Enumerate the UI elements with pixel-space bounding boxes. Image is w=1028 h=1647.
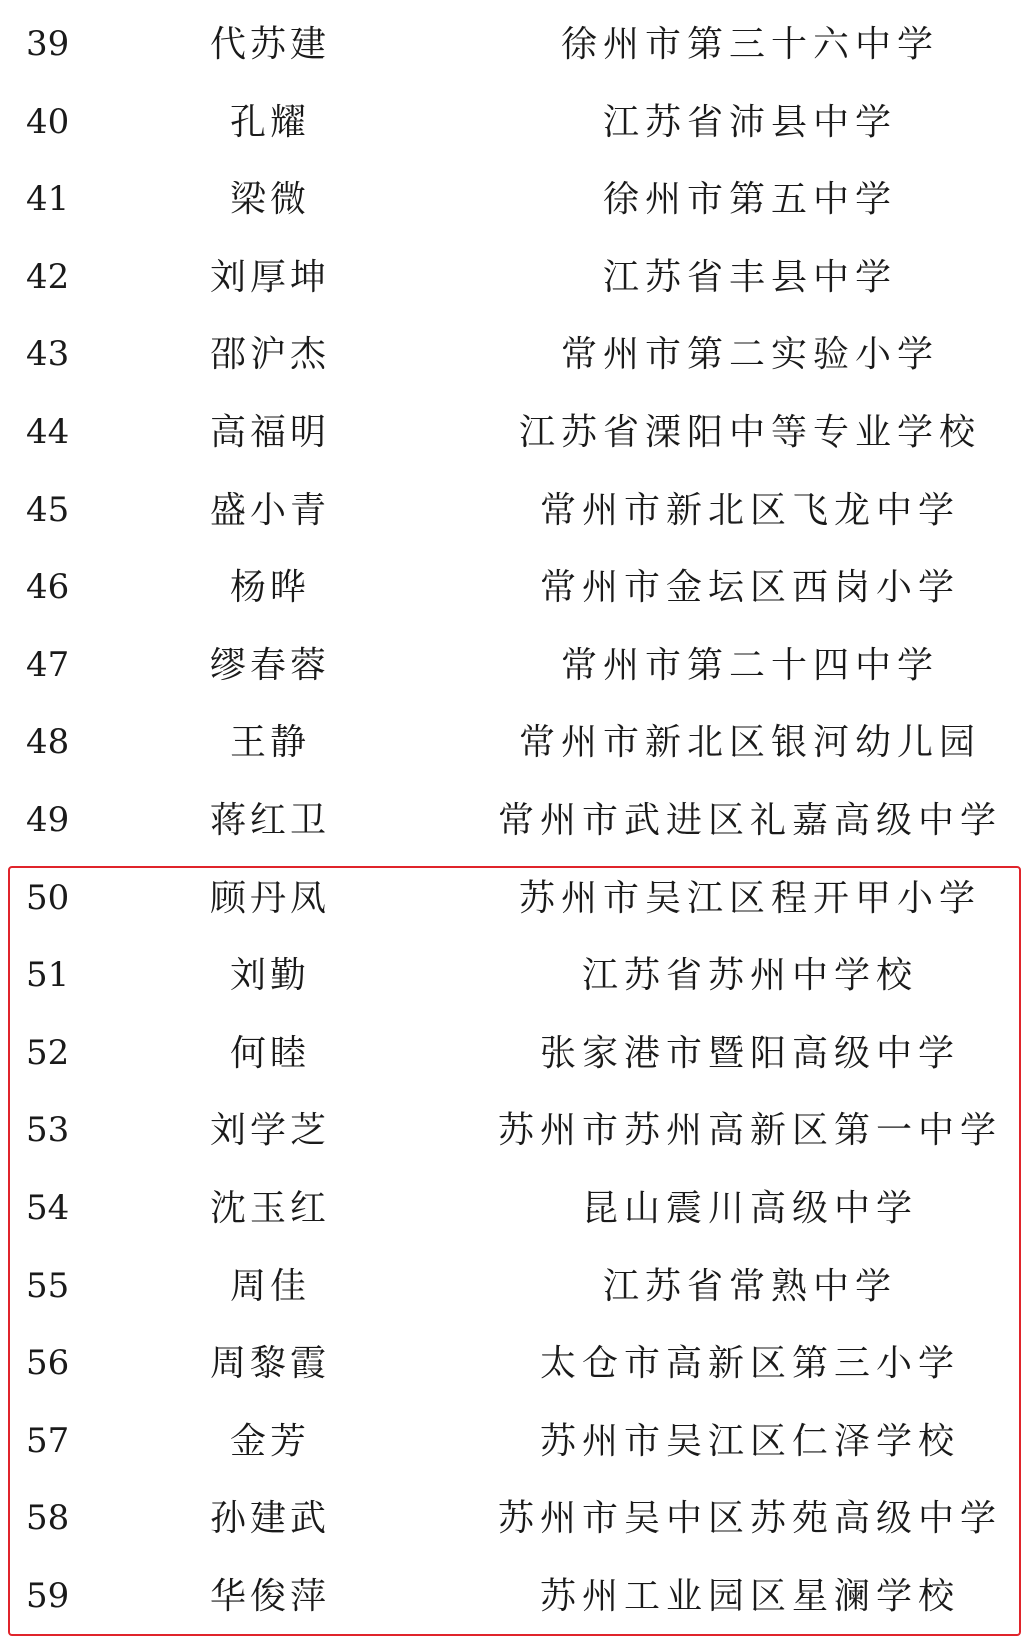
school-name: 苏州市苏州高新区第一中学: [497, 1110, 1002, 1152]
school-name: 常州市第二实验小学: [560, 334, 939, 376]
school-name: 江苏省常熟中学: [602, 1265, 897, 1307]
row-number: 50: [26, 877, 70, 918]
person-name: 周黎霞: [209, 1343, 330, 1385]
row-number: 52: [26, 1032, 70, 1073]
table-row: [0, 161, 1028, 239]
person-name: 刘学芝: [209, 1110, 330, 1152]
person-name: 梁微: [229, 179, 310, 221]
row-number: 47: [26, 644, 70, 685]
table-row: [0, 84, 1028, 162]
row-number: 53: [26, 1110, 70, 1151]
person-name: 王静: [229, 722, 310, 764]
row-number: 42: [26, 256, 70, 297]
school-name: 苏州市吴江区仁泽学校: [539, 1420, 960, 1462]
row-number: 39: [26, 24, 70, 64]
table-row: [0, 549, 1028, 627]
school-name: 常州市第二十四中学: [560, 644, 939, 686]
table-row: [0, 782, 1028, 860]
school-name: 江苏省沛县中学: [602, 101, 897, 143]
row-number: 48: [26, 722, 70, 763]
row-number: 51: [26, 955, 70, 996]
table-row: [0, 860, 1028, 938]
row-number: 40: [26, 101, 70, 142]
table-row: [0, 704, 1028, 782]
person-name: 刘勤: [229, 955, 310, 997]
table-row: [0, 1403, 1028, 1481]
table-row: [0, 1015, 1028, 1093]
table-row: [0, 1325, 1028, 1403]
person-name: 孙建武: [209, 1498, 330, 1540]
person-name: 孔耀: [229, 101, 310, 143]
table-row: [0, 1092, 1028, 1170]
school-name: 江苏省苏州中学校: [581, 955, 918, 997]
school-name: 苏州市吴江区程开甲小学: [518, 877, 981, 919]
person-name: 何睦: [229, 1032, 310, 1074]
table-row: [0, 316, 1028, 394]
person-name: 邵沪杰: [209, 334, 330, 376]
row-number: 46: [26, 567, 70, 608]
school-name: 徐州市第三十六中学: [560, 24, 939, 65]
person-name: 周佳: [229, 1265, 310, 1307]
school-name: 常州市金坛区西岗小学: [539, 567, 960, 609]
table-row: [0, 472, 1028, 550]
row-number: 54: [26, 1187, 70, 1228]
row-number: 59: [26, 1575, 70, 1616]
row-number: 55: [26, 1265, 70, 1306]
school-name: 苏州工业园区星澜学校: [539, 1575, 960, 1617]
person-name: 盛小青: [209, 489, 330, 531]
table-row: [0, 1170, 1028, 1248]
school-name: 昆山震川高级中学: [581, 1187, 918, 1229]
row-number: 49: [26, 799, 70, 840]
school-name: 常州市武进区礼嘉高级中学: [497, 799, 1002, 841]
row-number: 41: [26, 179, 70, 220]
school-name: 常州市新北区银河幼儿园: [518, 722, 981, 764]
person-name: 蒋红卫: [209, 799, 330, 841]
table-row: [0, 627, 1028, 705]
person-name: 沈玉红: [209, 1187, 330, 1229]
school-name: 太仓市高新区第三小学: [539, 1343, 960, 1385]
table-row: [0, 239, 1028, 317]
school-name: 苏州市吴中区苏苑高级中学: [497, 1498, 1002, 1540]
school-name: 江苏省溧阳中等专业学校: [518, 411, 981, 453]
row-number: 58: [26, 1498, 70, 1539]
person-name: 华俊萍: [209, 1575, 330, 1617]
person-name: 金芳: [229, 1420, 310, 1462]
row-number: 56: [26, 1343, 70, 1384]
row-number: 44: [26, 411, 70, 452]
table-row: [0, 1248, 1028, 1326]
person-name: 刘厚坤: [209, 256, 330, 298]
row-number: 57: [26, 1420, 70, 1461]
person-name: 杨晔: [229, 567, 310, 609]
row-number: 43: [26, 334, 70, 375]
school-name: 张家港市暨阳高级中学: [539, 1032, 960, 1074]
table-row: [0, 1480, 1028, 1558]
table-row: [0, 394, 1028, 472]
name-list-table: [0, 6, 1028, 1635]
table-row: [0, 6, 1028, 84]
person-name: 顾丹凤: [209, 877, 330, 919]
person-name: 缪春蓉: [209, 644, 330, 686]
table-row: [0, 1558, 1028, 1636]
school-name: 江苏省丰县中学: [602, 256, 897, 298]
row-number: 45: [26, 489, 70, 530]
person-name: 代苏建: [209, 24, 330, 65]
person-name: 高福明: [209, 411, 330, 453]
school-name: 常州市新北区飞龙中学: [539, 489, 960, 531]
school-name: 徐州市第五中学: [602, 179, 897, 221]
table-row: [0, 937, 1028, 1015]
